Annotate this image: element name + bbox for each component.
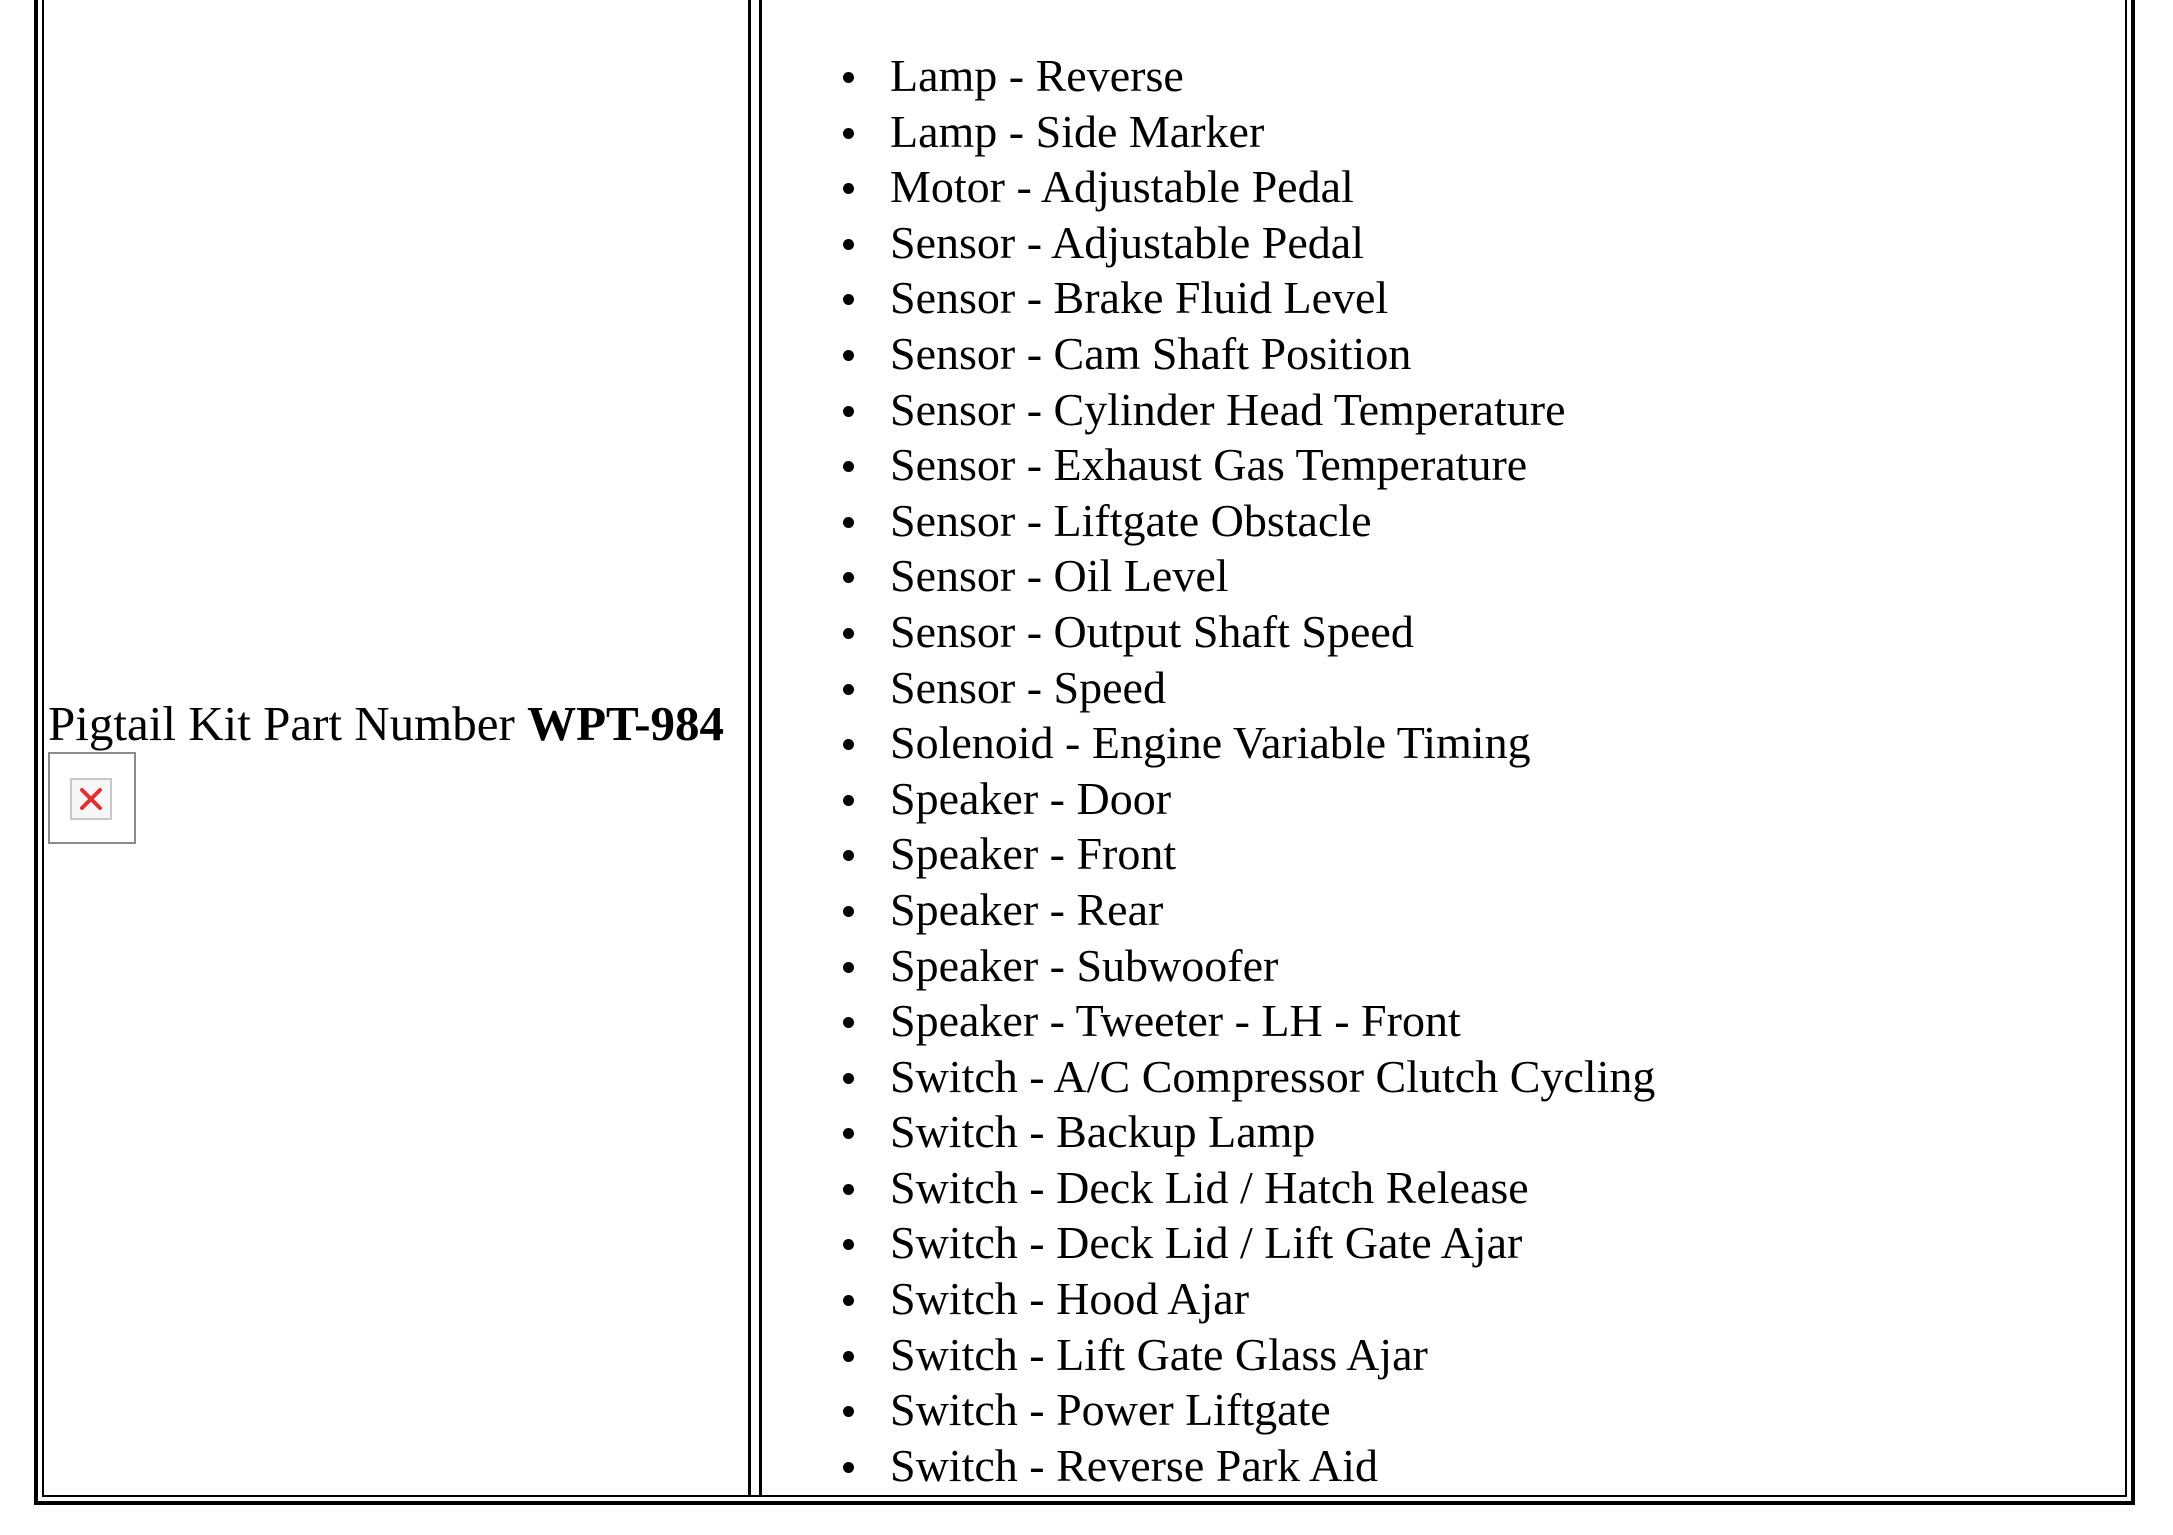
list-item [840, 270, 1655, 326]
broken-image-icon [48, 752, 136, 844]
list-item-label: Sensor - Adjustable Pedal [890, 216, 1364, 268]
bullet-icon [843, 1351, 854, 1362]
list-item [840, 493, 1655, 549]
list-item [840, 660, 1655, 716]
list-item-label: Switch - Lift Gate Glass Ajar [890, 1328, 1428, 1380]
bullet-icon [843, 795, 854, 806]
list-item-label: Sensor - Oil Level [890, 550, 1229, 602]
list-item-label: Sensor - Exhaust Gas Temperature [890, 439, 1528, 491]
list-item [840, 1438, 1655, 1494]
list-item [840, 1215, 1655, 1271]
list-item [840, 604, 1655, 660]
kit-label [48, 696, 724, 752]
kit-label-prefix: Pigtail Kit Part Number [48, 696, 528, 751]
bullet-icon [843, 294, 854, 305]
list-item [840, 1049, 1655, 1105]
list-item-label: Switch - A/C Compressor Clutch Cycling [890, 1050, 1656, 1102]
list-item-label: Solenoid - Engine Variable Timing [890, 717, 1531, 769]
bullet-icon [843, 406, 854, 417]
list-item-label: Speaker - Door [890, 772, 1172, 824]
bullet-icon [843, 517, 854, 528]
list-item-label: Sensor - Output Shaft Speed [890, 605, 1414, 657]
list-item-label: Speaker - Front [890, 828, 1177, 880]
bullet-icon [843, 128, 854, 139]
broken-image-frame [70, 778, 112, 820]
list-item-label: Switch - Backup Lamp [890, 1106, 1316, 1158]
bullet-icon [843, 1295, 854, 1306]
list-item [840, 437, 1655, 493]
list-item [840, 1160, 1655, 1216]
list-item [840, 882, 1655, 938]
list-item-label: Sensor - Cylinder Head Temperature [890, 383, 1566, 435]
bullet-icon [843, 572, 854, 583]
list-item-label: Sensor - Speed [890, 661, 1166, 713]
list-item-label: Lamp - Side Marker [890, 105, 1265, 157]
bullet-icon [843, 183, 854, 194]
bullet-icon [843, 628, 854, 639]
bullet-icon [843, 906, 854, 917]
list-item [840, 715, 1655, 771]
list-item-label: Switch - Hood Ajar [890, 1273, 1250, 1325]
parts-list [840, 48, 1655, 1493]
bullet-icon [843, 1017, 854, 1028]
bullet-icon [843, 739, 854, 750]
kit-part-number: WPT-984 [527, 696, 725, 751]
bullet-icon [843, 962, 854, 973]
list-item-label: Switch - Deck Lid / Hatch Release [890, 1161, 1529, 1213]
bullet-icon [843, 1462, 854, 1473]
list-item-label: Sensor - Liftgate Obstacle [890, 494, 1372, 546]
list-item [840, 1382, 1655, 1438]
list-item-label: Switch - Power Liftgate [890, 1384, 1331, 1436]
list-item [840, 993, 1655, 1049]
list-item [840, 826, 1655, 882]
list-item-label: Switch - Reverse Park Aid [890, 1439, 1379, 1491]
list-item [840, 1104, 1655, 1160]
list-item [840, 771, 1655, 827]
list-item [840, 1271, 1655, 1327]
bullet-icon [843, 1184, 854, 1195]
list-item [840, 326, 1655, 382]
list-item-label: Speaker - Subwoofer [890, 939, 1279, 991]
list-item-label: Speaker - Tweeter - LH - Front [890, 995, 1461, 1047]
bullet-icon [843, 1128, 854, 1139]
bullet-icon [843, 239, 854, 250]
list-item [840, 48, 1655, 104]
bullet-icon [843, 1406, 854, 1417]
list-item [840, 1327, 1655, 1383]
list-item [840, 938, 1655, 994]
list-item [840, 104, 1655, 160]
list-item-label: Sensor - Brake Fluid Level [890, 272, 1389, 324]
list-item [840, 159, 1655, 215]
list-item-label: Speaker - Rear [890, 883, 1164, 935]
list-item-label: Switch - Deck Lid / Lift Gate Ajar [890, 1217, 1523, 1269]
list-item-label: Motor - Adjustable Pedal [890, 161, 1354, 213]
bullet-icon [843, 461, 854, 472]
list-item [840, 548, 1655, 604]
bullet-icon [843, 1073, 854, 1084]
bullet-icon [843, 350, 854, 361]
bullet-icon [843, 850, 854, 861]
bullet-icon [843, 1239, 854, 1250]
red-x-icon [78, 786, 104, 812]
list-item [840, 382, 1655, 438]
list-item-label: Lamp - Reverse [890, 50, 1184, 101]
bullet-icon [843, 72, 854, 83]
bullet-icon [843, 684, 854, 695]
list-item-label: Sensor - Cam Shaft Position [890, 327, 1412, 379]
list-item [840, 215, 1655, 271]
